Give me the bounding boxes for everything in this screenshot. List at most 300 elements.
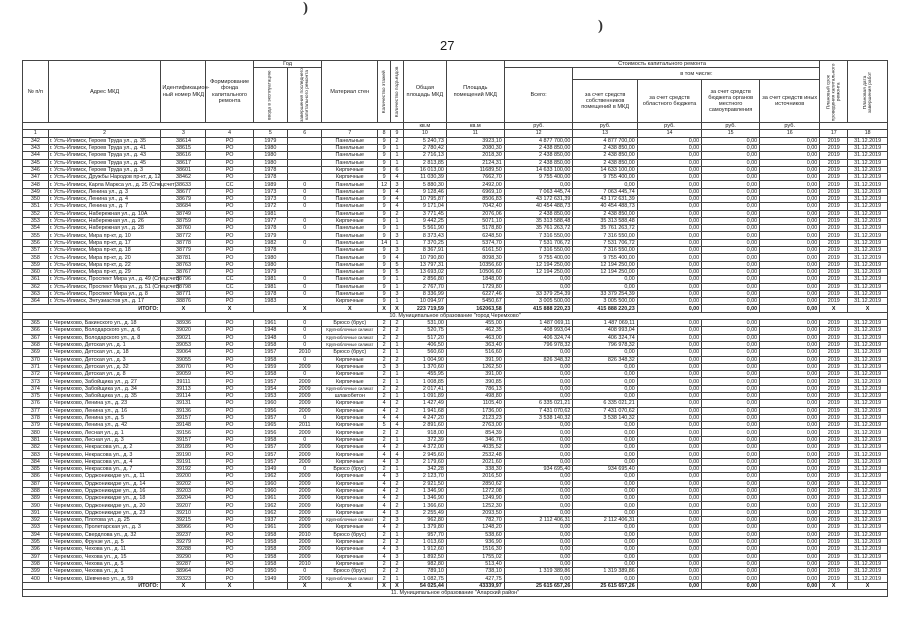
table-cell: 31.12.2019	[848, 422, 888, 429]
table-cell: 0,00	[702, 531, 760, 538]
table-cell: Панельные	[322, 254, 378, 261]
table-cell: 0	[288, 341, 322, 348]
total-cell: 0,00	[702, 582, 760, 589]
table-cell: 0,00	[760, 283, 820, 290]
table-cell: 0,00	[760, 458, 820, 465]
table-row	[23, 487, 888, 494]
table-cell: 0,00	[573, 393, 637, 400]
table-cell: 1 941,68	[403, 407, 446, 414]
table-cell: 0,00	[573, 422, 637, 429]
table-row	[23, 575, 888, 582]
table-cell: 2019	[820, 225, 848, 232]
table-cell: 0,00	[637, 144, 701, 151]
table-cell: 0	[288, 334, 322, 341]
table-cell: 39189	[161, 444, 206, 451]
table-cell: 6248,50	[446, 232, 504, 239]
table-cell: 7 316 550,00	[573, 247, 637, 254]
table-cell: РО	[206, 327, 253, 334]
table-cell: 0,00	[504, 473, 573, 480]
table-cell: 2019	[820, 181, 848, 188]
table-cell: 365	[23, 320, 49, 327]
table-cell: 0,00	[573, 538, 637, 545]
table-cell: Кирпичные	[322, 378, 378, 385]
table-cell: 1978	[253, 247, 287, 254]
table-cell: 2 112 406,31	[573, 517, 637, 524]
table-cell: 345	[23, 159, 49, 166]
table-cell: 2009	[288, 480, 322, 487]
table-cell: 2019	[820, 356, 848, 363]
table-cell: 1957	[253, 349, 287, 356]
table-cell: 0,00	[504, 276, 573, 283]
table-cell: 1848,00	[446, 276, 504, 283]
table-cell: г. Усть-Илимск, Проспект Мира ул., д. 51 (Спецсчет)	[49, 283, 180, 290]
table-cell: 0,00	[637, 553, 701, 560]
table-cell: 4	[378, 451, 391, 458]
table-cell: 3923,10	[446, 137, 504, 144]
table-cell: 0	[288, 371, 322, 378]
column-number: 3	[161, 130, 206, 137]
table-cell: 2019	[820, 473, 848, 480]
table-cell: 1954	[253, 385, 287, 392]
table-cell: 39202	[161, 480, 206, 487]
table-cell: РО	[206, 517, 253, 524]
table-cell: 0,00	[573, 473, 637, 480]
table-cell: 0,00	[760, 509, 820, 516]
table-row	[23, 502, 888, 509]
total-row	[23, 582, 888, 589]
table-cell	[288, 298, 322, 305]
table-cell: Брюсо (брус)	[322, 531, 378, 538]
column-number: 16	[760, 130, 820, 137]
table-cell: 0,00	[573, 371, 637, 378]
table-cell: 3	[391, 363, 404, 370]
table-cell: 1961	[253, 495, 287, 502]
table-cell: 31.12.2019	[848, 378, 888, 385]
table-cell: РО	[206, 298, 253, 305]
table-cell: 1983	[253, 298, 287, 305]
table-cell: 1980	[253, 261, 287, 268]
table-cell: 0,00	[760, 181, 820, 188]
table-cell: 2	[378, 327, 391, 334]
table-cell: 0,00	[702, 188, 760, 195]
table-row	[23, 524, 888, 531]
table-cell: 4	[391, 203, 404, 210]
table-cell: 1953	[253, 393, 287, 400]
table-cell: 2019	[820, 283, 848, 290]
table-cell: 4	[378, 524, 391, 531]
table-cell: РО	[206, 341, 253, 348]
table-cell: 1978	[253, 290, 287, 297]
table-cell: 2009	[288, 378, 322, 385]
table-cell: 0,00	[637, 166, 701, 173]
table-cell: 31.12.2019	[848, 247, 888, 254]
table-cell: 31.12.2019	[848, 217, 888, 224]
table-cell: 2009	[288, 429, 322, 436]
table-cell: 406,50	[403, 341, 446, 348]
table-row	[23, 268, 888, 275]
table-cell: г. Черемхово, Некрасова ул., д. 7	[48, 465, 161, 472]
table-cell: 343	[23, 144, 49, 151]
column-number: 13	[573, 130, 637, 137]
table-cell: 1978	[253, 166, 287, 173]
table-cell: 2 438 850,00	[573, 144, 637, 151]
table-cell: 39288	[161, 546, 206, 553]
table-cell: 38798	[161, 283, 206, 290]
table-cell: 31.12.2019	[848, 174, 888, 181]
table-cell: РО	[206, 436, 253, 443]
table-cell: 0,00	[760, 400, 820, 407]
table-cell: 0,00	[760, 217, 820, 224]
table-cell: 31.12.2019	[848, 188, 888, 195]
table-cell: 31.12.2019	[848, 254, 888, 261]
table-cell: 2019	[820, 436, 848, 443]
table-cell: 348	[23, 181, 49, 188]
table-cell: г. Усть-Илимск, Мира пр-кт, д. 20	[48, 254, 161, 261]
table-cell: 1958	[253, 553, 287, 560]
table-cell: 0,00	[504, 393, 573, 400]
table-cell: 2019	[820, 239, 848, 246]
table-cell: 2009	[288, 363, 322, 370]
table-cell: 0,00	[504, 349, 573, 356]
total-cell	[253, 305, 287, 312]
table-cell: 1 082,75	[403, 575, 446, 582]
table-cell: 7 316 550,00	[504, 232, 573, 239]
table-cell: 38796	[161, 276, 206, 283]
header-regional: за счет средств областного бюджета	[637, 80, 701, 123]
table-cell: 4	[391, 414, 404, 421]
total-cell: X	[288, 582, 322, 589]
table-cell: 39131	[161, 400, 206, 407]
table-cell: 0,00	[637, 363, 701, 370]
table-cell: 363	[23, 290, 49, 297]
table-cell: 3	[391, 553, 404, 560]
table-cell: 0,00	[637, 356, 701, 363]
table-cell: 0,00	[504, 378, 573, 385]
table-cell: 0,00	[702, 495, 760, 502]
table-cell: 1956	[253, 429, 287, 436]
total-cell: 25 615 657,26	[504, 582, 573, 589]
table-cell	[288, 159, 322, 166]
table-cell: 0,00	[702, 247, 760, 254]
table-cell: 0,00	[702, 568, 760, 575]
table-cell: г. Черемхово, Забойщика ул., д. 35	[48, 393, 161, 400]
table-cell: 0,00	[702, 502, 760, 509]
table-row	[23, 166, 888, 173]
header-year-last-repair: завершения последнего капитального ремонта	[288, 68, 322, 123]
table-cell: 35 313 588,48	[504, 217, 573, 224]
table-row	[23, 458, 888, 465]
table-cell: 9 755 400,00	[504, 174, 573, 181]
header-unit-rub-1: руб.	[504, 123, 573, 130]
table-cell: г. Черемхово, Пролетарская ул., д. 3	[48, 524, 161, 531]
table-cell: 2009	[288, 487, 322, 494]
table-cell: 0,00	[702, 465, 760, 472]
table-cell: 2019	[820, 203, 848, 210]
table-cell: 371	[23, 363, 49, 370]
table-cell: 936,90	[446, 538, 504, 545]
column-number: 1	[23, 130, 49, 137]
table-cell: г. Усть-Илимск, Энтузиастов ул., д. 17	[48, 298, 161, 305]
table-cell: 0,00	[702, 276, 760, 283]
table-cell: 4	[391, 254, 404, 261]
table-cell: РО	[206, 487, 253, 494]
table-cell: 43 172 631,39	[573, 195, 637, 202]
table-cell: 7 431 070,62	[504, 407, 573, 414]
total-cell: X	[848, 305, 888, 312]
table-cell: 0,00	[573, 451, 637, 458]
table-cell: 1973	[253, 188, 287, 195]
table-cell: 2009	[288, 517, 322, 524]
header-other: за счет средств иных источников	[760, 80, 820, 123]
table-cell: 39157	[161, 414, 206, 421]
header-plan-end: Плановая дата завершения работ	[848, 61, 888, 123]
table-cell: 2019	[820, 174, 848, 181]
table-cell: 9 755 400,00	[504, 254, 573, 261]
table-cell: 0,00	[637, 473, 701, 480]
table-row	[23, 451, 888, 458]
table-cell: 4035,52	[446, 444, 504, 451]
table-cell: РО	[206, 465, 253, 472]
table-cell: 9	[378, 152, 391, 159]
table-cell: 0,00	[573, 378, 637, 385]
table-cell: 0,00	[637, 174, 701, 181]
table-cell: 0,00	[504, 385, 573, 392]
table-row	[23, 385, 888, 392]
table-cell: 352	[23, 210, 49, 217]
table-cell: 40 454 488,73	[504, 203, 573, 210]
table-cell: 2	[391, 480, 404, 487]
table-cell: 918,00	[403, 429, 446, 436]
table-cell: 39059	[161, 371, 206, 378]
table-cell: г. Черемхово, Фрунзе ул., д. 5	[48, 538, 161, 545]
table-cell: 1 427,49	[403, 400, 446, 407]
table-cell: 383	[23, 451, 49, 458]
table-cell: г. Черемхово, Орджоникидзе ул., д. 14	[48, 480, 161, 487]
table-cell: 0	[288, 283, 322, 290]
table-cell: 395	[23, 538, 49, 545]
table-cell: 368	[23, 341, 49, 348]
table-cell: 394	[23, 531, 49, 538]
table-cell: 366	[23, 327, 49, 334]
table-cell: 2019	[820, 327, 848, 334]
table-cell: 16 013,00	[403, 166, 446, 173]
header-address: Адрес МКД	[48, 61, 161, 123]
table-cell: 380	[23, 429, 49, 436]
table-cell: 346	[23, 166, 49, 173]
table-cell: 31.12.2019	[848, 363, 888, 370]
table-cell: 1949	[253, 575, 287, 582]
table-cell: 0,00	[637, 487, 701, 494]
table-cell: 0,00	[573, 276, 637, 283]
table-row	[23, 393, 888, 400]
table-cell: Кирпичные	[322, 524, 378, 531]
table-cell: 0,00	[702, 152, 760, 159]
table-cell: РО	[206, 393, 253, 400]
table-cell: 0,00	[760, 436, 820, 443]
table-cell: 0,00	[637, 210, 701, 217]
table-cell: 39215	[161, 517, 206, 524]
table-cell: 39287	[161, 560, 206, 567]
table-cell: 38679	[161, 195, 206, 202]
table-cell: Кирпичные	[322, 546, 378, 553]
table-cell: 0,00	[573, 502, 637, 509]
table-cell: 0,00	[637, 524, 701, 531]
table-cell: 1958	[253, 531, 287, 538]
table-cell: 2019	[820, 166, 848, 173]
table-cell: 0,00	[504, 575, 573, 582]
table-cell: РО	[206, 334, 253, 341]
table-cell: 0,00	[573, 349, 637, 356]
table-cell: Кирпичные	[322, 414, 378, 421]
total-label: ИТОГО:	[23, 305, 161, 312]
table-cell: 0,00	[702, 546, 760, 553]
table-cell: 2019	[820, 502, 848, 509]
table-cell: 2 891,60	[403, 422, 446, 429]
table-cell: 2 856,80	[403, 276, 446, 283]
table-cell: 39064	[161, 349, 206, 356]
table-cell	[288, 210, 322, 217]
table-cell: 0,00	[702, 174, 760, 181]
table-cell: 0,00	[573, 524, 637, 531]
table-cell: 31.12.2019	[848, 144, 888, 151]
table-cell: 1960	[253, 400, 287, 407]
table-cell: 1	[391, 283, 404, 290]
column-number: 14	[637, 130, 701, 137]
table-cell: 2019	[820, 414, 848, 421]
table-cell: 31.12.2019	[848, 473, 888, 480]
table-cell: г. Черемхово, Некрасова ул., д. 4	[48, 458, 161, 465]
table-cell: г. Черемхово, Детская ул., д. 8	[48, 371, 161, 378]
table-cell: 0,00	[637, 195, 701, 202]
table-cell: 0,00	[702, 560, 760, 567]
table-cell: 2	[378, 320, 391, 327]
table-cell: 9	[378, 203, 391, 210]
table-cell: 2	[378, 334, 391, 341]
table-cell: 31.12.2019	[848, 538, 888, 545]
table-cell: 35 761 263,72	[573, 225, 637, 232]
table-cell: 10356,60	[446, 261, 504, 268]
table-cell: 2019	[820, 538, 848, 545]
table-cell: Панельные	[322, 247, 378, 254]
table-cell: 8 336,99	[403, 290, 446, 297]
table-cell: 2019	[820, 400, 848, 407]
table-cell: г. Черемхово, Чехова ул., д. 15	[48, 553, 161, 560]
table-cell: 0,00	[760, 174, 820, 181]
table-cell: 1958	[253, 546, 287, 553]
total-cell: X	[288, 305, 322, 312]
table-cell: РО	[206, 378, 253, 385]
table-cell: 2009	[288, 538, 322, 545]
table-cell: г. Усть-Илимск, Ленина ул., д. 7	[48, 203, 161, 210]
table-cell: 3 771,45	[403, 210, 446, 217]
table-cell: 39113	[161, 385, 206, 392]
table-cell: 0,00	[760, 268, 820, 275]
header-unit-rub-4: руб.	[702, 123, 760, 130]
table-cell: 1252,30	[446, 502, 504, 509]
table-cell: РО	[206, 371, 253, 378]
table-cell: 2 123,70	[403, 473, 446, 480]
table-cell: 2 921,50	[403, 480, 446, 487]
table-cell: 0,00	[702, 159, 760, 166]
table-cell: РО	[206, 217, 253, 224]
table-cell: 355	[23, 232, 49, 239]
table-cell: 378	[23, 414, 49, 421]
table-cell: 0,00	[702, 458, 760, 465]
table-cell: 31.12.2019	[848, 487, 888, 494]
table-cell: Панельные	[322, 137, 378, 144]
table-cell: 372	[23, 371, 49, 378]
table-cell	[288, 144, 322, 151]
table-cell: 2	[391, 327, 404, 334]
table-cell: 0,00	[573, 363, 637, 370]
table-cell: 0,00	[760, 327, 820, 334]
table-cell: 1	[391, 465, 404, 472]
table-cell: РО	[206, 239, 253, 246]
table-cell: 8098,30	[446, 254, 504, 261]
table-cell: Панельные	[322, 203, 378, 210]
table-cell: 1249,90	[446, 495, 504, 502]
table-cell: 31.12.2019	[848, 509, 888, 516]
table-cell: 9	[378, 283, 391, 290]
table-cell: 1979	[253, 137, 287, 144]
table-cell: РО	[206, 444, 253, 451]
table-cell: 2019	[820, 247, 848, 254]
table-cell: 13 693,02	[403, 268, 446, 275]
table-row	[23, 407, 888, 414]
table-cell: 12	[378, 181, 391, 188]
table-cell: 31.12.2019	[848, 225, 888, 232]
table-cell: Крупноблочные силикат	[322, 385, 378, 392]
table-cell: 0,00	[637, 276, 701, 283]
header-premises-area: Площадь помещений МКД	[446, 61, 504, 123]
table-cell: 0,00	[637, 436, 701, 443]
table-cell: 2 767,70	[403, 283, 446, 290]
table-cell: 0,00	[760, 341, 820, 348]
table-cell: 12 194 250,00	[504, 261, 573, 268]
table-cell: 347	[23, 174, 49, 181]
table-cell: 2019	[820, 210, 848, 217]
table-cell: 0,00	[702, 195, 760, 202]
table-cell: 0,00	[760, 232, 820, 239]
table-cell: 0,00	[637, 531, 701, 538]
table-cell: 0,00	[702, 320, 760, 327]
table-cell: 1980	[253, 159, 287, 166]
table-cell: 2	[391, 407, 404, 414]
table-cell: Кирпичные	[322, 495, 378, 502]
table-cell: 0	[288, 327, 322, 334]
table-cell: 4	[378, 487, 391, 494]
table-cell: РО	[206, 261, 253, 268]
table-cell: 369	[23, 349, 49, 356]
table-cell: РО	[206, 225, 253, 232]
table-cell: 854,39	[446, 429, 504, 436]
table-cell: 363,40	[446, 341, 504, 348]
table-cell: 2093,50	[446, 509, 504, 516]
table-cell: 2009	[288, 385, 322, 392]
table-cell: 0,00	[702, 203, 760, 210]
table-cell: 0,00	[637, 327, 701, 334]
table-cell: 0,00	[504, 560, 573, 567]
table-cell: РО	[206, 174, 253, 181]
table-cell: 1978	[253, 225, 287, 232]
table-cell: 2009	[288, 407, 322, 414]
table-cell: 0,00	[637, 480, 701, 487]
table-cell: 31.12.2019	[848, 210, 888, 217]
table-cell: РО	[206, 247, 253, 254]
table-cell: 1	[391, 575, 404, 582]
table-cell: 1	[391, 349, 404, 356]
table-cell: 1	[391, 341, 404, 348]
